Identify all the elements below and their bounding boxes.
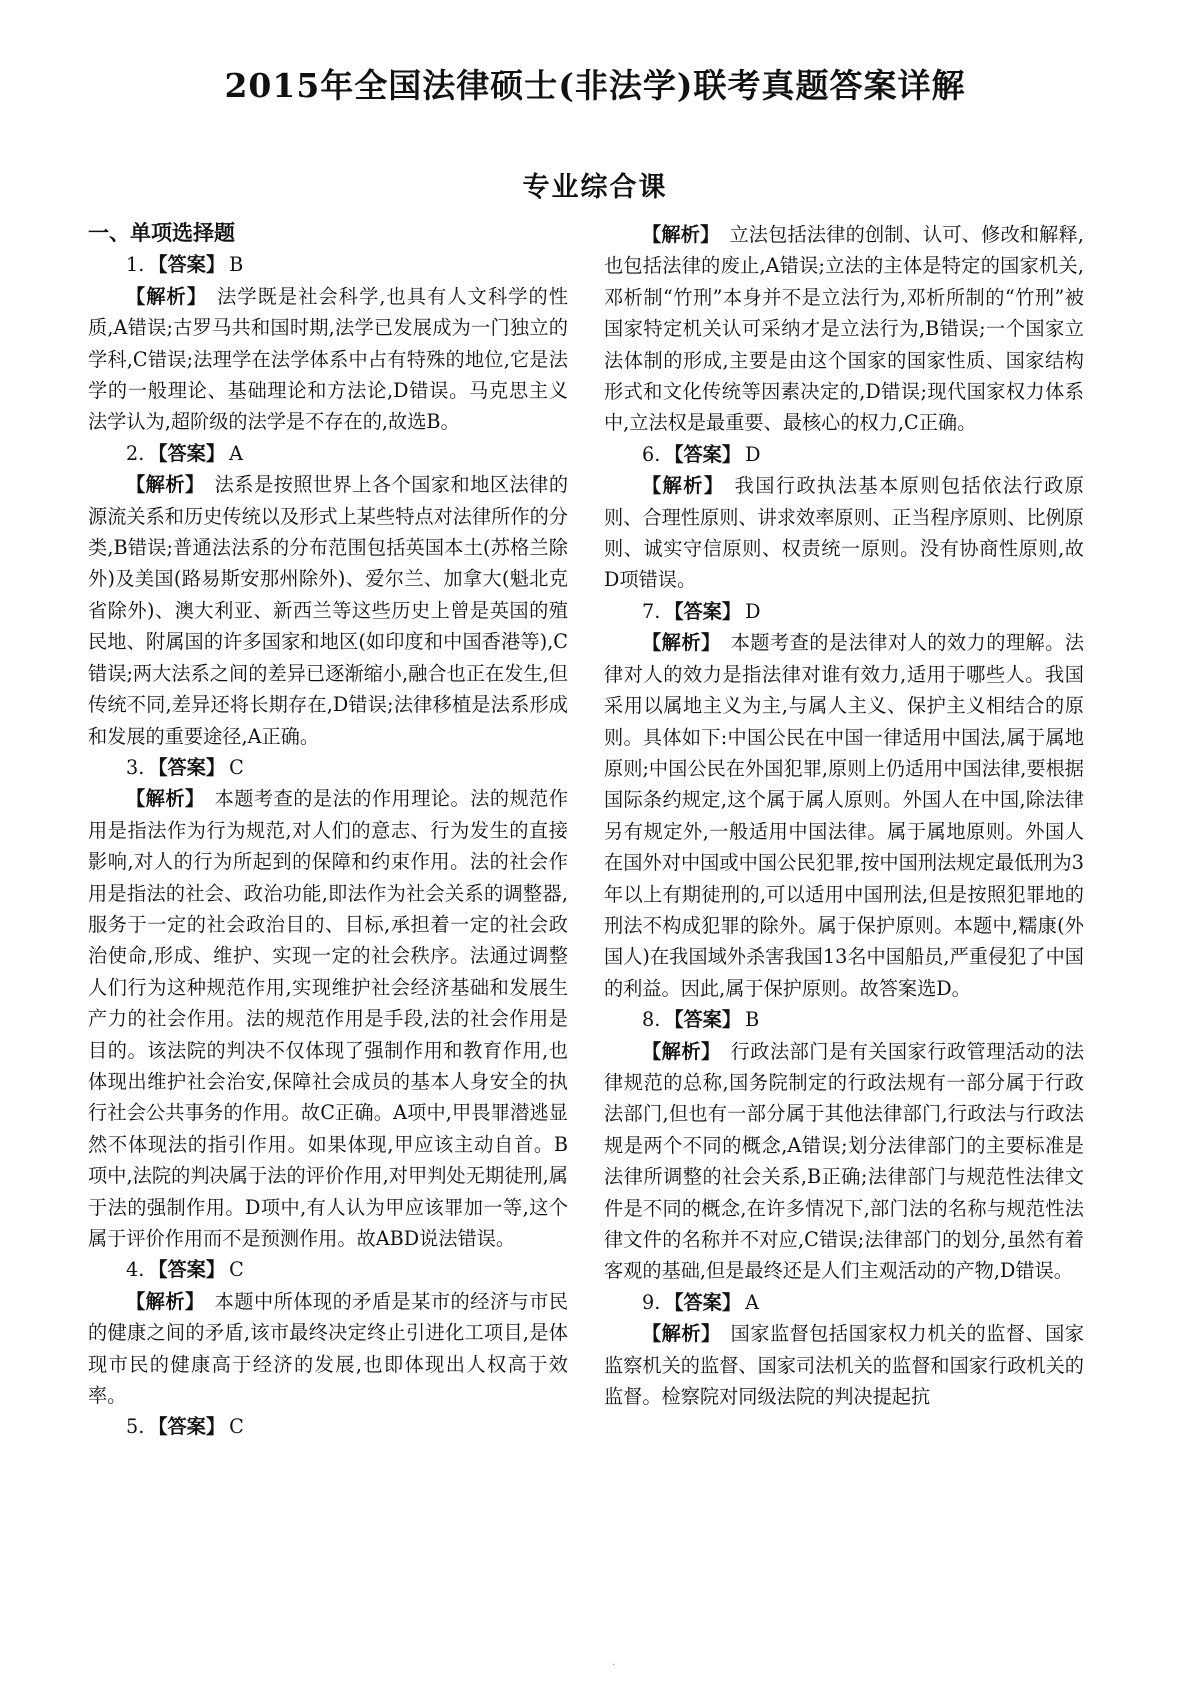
question-number: 6.	[642, 442, 661, 466]
answer-line-q3	[88, 752, 568, 783]
question-number: 3.	[126, 755, 145, 779]
answer-label: 【答案】	[148, 253, 226, 277]
question-number: 1.	[126, 253, 145, 277]
answer-value: A	[229, 441, 243, 465]
analysis-label: 【解析】	[126, 787, 205, 811]
right-column	[604, 219, 1084, 1412]
question-number: 2.	[126, 441, 145, 465]
document-title: 2015年全国法律硕士(非法学)联考真题答案详解	[224, 66, 966, 105]
answer-line-q9	[604, 1287, 1084, 1318]
question-number: 4.	[126, 1258, 145, 1282]
analysis-q1	[88, 281, 568, 438]
analysis-text: 国家监督包括国家权力机关的监督、国家监察机关的监督、国家司法机关的监督和国家行政机关的监督。检察院对同级法院的判决提起抗	[604, 1322, 1085, 1409]
answer-label: 【答案】	[148, 755, 226, 779]
analysis-label: 【解析】	[642, 474, 725, 498]
question-number: 9.	[642, 1290, 661, 1314]
answer-value: C	[229, 1415, 244, 1439]
answer-value: A	[745, 1290, 759, 1314]
answer-label: 【答案】	[664, 1290, 742, 1314]
answer-line-q5	[88, 1411, 568, 1442]
analysis-q3	[88, 783, 568, 1254]
analysis-label: 【解析】	[126, 1289, 205, 1313]
answer-label: 【答案】	[148, 1258, 226, 1282]
answer-value: D	[745, 599, 761, 623]
analysis-label: 【解析】	[642, 1322, 721, 1346]
analysis-text: 立法包括法律的创制、认可、修改和解释,也包括法律的废止,A错误;立法的主体是特定的国家机关,邓析制“竹刑”本身并不是立法行为,邓析所制的“竹刑”被国家特定机关认可采纳才是立法行为,B错误;一个国家立法体制的形成,主要是由这个国家的国家性质、国家结构形式和文化传统等因素决定的,D错误;现代国家权力体系中,立法权是最重要、最核心的权力,C正确。	[604, 223, 1084, 435]
analysis-text: 本题考查的是法律对人的效力的理解。法律对人的效力是指法律对谁有效力,适用于哪些人。我国采用以属地主义为主,与属人主义、保护主义相结合的原则。具体如下:中国公民在中国一律适用中国法,属于属地原则;中国公民在外国犯罪,原则上仍适用中国法律,要根据国际条约规定,这个属于属人原则。外国人在中国,除法律另有规定外,一般适用中国法律。属于属地原则。外国人在国外对中国或中国公民犯罪,按中国刑法规定最低刑为3年以上有期徒刑的,可以适用中国刑法,但是按照犯罪地的刑法不构成犯罪的除外。属于保护原则。本题中,糯康(外国人)在我国域外杀害我国13名中国船员,严重侵犯了中国的利益。因此,属于保护原则。故答案选D。	[604, 631, 1085, 1000]
page-mark: ·	[612, 1660, 616, 1671]
analysis-q7	[604, 627, 1084, 1004]
analysis-q5	[604, 219, 1084, 439]
question-number: 5.	[126, 1415, 145, 1439]
answer-label: 【答案】	[664, 442, 742, 466]
answer-line-q8	[604, 1004, 1084, 1035]
analysis-label: 【解析】	[642, 1039, 721, 1063]
analysis-text: 法学既是社会科学,也具有人文科学的性质,A错误;古罗马共和国时期,法学已发展成为一门独立的学科,C错误;法理学在法学体系中占有特殊的地位,它是法学的一般理论、基础理论和方法论,D错误。马克思主义法学认为,超阶级的法学是不存在的,故选B。	[88, 284, 568, 434]
answer-value: B	[229, 253, 244, 277]
answer-value: C	[229, 1258, 244, 1282]
analysis-text: 本题中所体现的矛盾是某市的经济与市民的健康之间的矛盾,该市最终决定终止引进化工项目,是体现市民的健康高于经济的发展,也即体现出人权高于效率。	[88, 1289, 569, 1408]
question-number: 8.	[642, 1008, 661, 1032]
answer-line-q7	[604, 596, 1084, 627]
analysis-label: 【解析】	[126, 284, 208, 308]
analysis-label: 【解析】	[642, 631, 721, 655]
answer-line-q4	[88, 1254, 568, 1285]
answer-value: C	[229, 755, 244, 779]
answer-label: 【答案】	[664, 1008, 742, 1032]
analysis-label: 【解析】	[126, 473, 205, 497]
analysis-q6	[604, 470, 1084, 596]
analysis-text: 我国行政执法基本原则包括依法行政原则、合理性原则、讲求效率原则、正当程序原则、比例原则、诚实守信原则、权责统一原则。没有协商性原则,故D项错误。	[604, 474, 1084, 592]
analysis-q9	[604, 1318, 1084, 1412]
answer-value: B	[745, 1008, 760, 1032]
answer-line-q6	[604, 439, 1084, 470]
analysis-q8	[604, 1036, 1084, 1287]
analysis-text: 法系是按照世界上各个国家和地区法律的源流关系和历史传统以及形式上某些特点对法律所作的分类,B错误;普通法法系的分布范围包括英国本土(苏格兰除外)及美国(路易斯安那州除外)、爱尔兰、加拿大(魁北克省除外)、澳大利亚、新西兰等这些历史上曾是英国的殖民地、附属国的许多国家和地区(如印度和中国香港等),C错误;两大法系之间的差异已逐渐缩小,融合也正在发生,但传统不同,差异还将长期存在,D错误;法律移植是法系形成和发展的重要途径,A正确。	[88, 473, 569, 748]
left-column	[88, 217, 568, 1443]
analysis-q4	[88, 1286, 568, 1412]
analysis-text: 行政法部门是有关国家行政管理活动的法律规范的总称,国务院制定的行政法规有一部分属于行政法部门,但也有一部分属于其他法律部门,行政法与行政法规是两个不同的概念,A错误;划分法律部门的主要标准是法律所调整的社会关系,B正确;法律部门与规范性法律文件是不同的概念,在许多情况下,部门法的名称与规范性法律文件的名称并不对应,C错误;法律部门的划分,虽然有着客观的基础,但是最终还是人们主观活动的产物,D错误。	[604, 1039, 1085, 1283]
answer-value: D	[745, 442, 761, 466]
question-number: 7.	[642, 599, 661, 623]
answer-label: 【答案】	[664, 599, 742, 623]
answer-line-q1	[88, 249, 568, 280]
answer-label: 【答案】	[148, 1415, 226, 1439]
analysis-q2	[88, 469, 568, 752]
answer-line-q2	[88, 438, 568, 469]
answer-label: 【答案】	[148, 441, 226, 465]
analysis-text: 本题考查的是法的作用理论。法的规范作用是指法作为行为规范,对人们的意志、行为发生的直接影响,对人的行为所起到的保障和约束作用。法的社会作用是指法的社会、政治功能,即法作为社会关系的调整器,服务于一定的社会政治目的、目标,承担着一定的社会政治使命,形成、维护、实现一定的社会秩序。法通过调整人们行为这种规范作用,实现维护社会经济基础和发展生产力的社会作用。法的规范作用是手段,法的社会作用是目的。该法院的判决不仅体现了强制作用和教育作用,也体现出维护社会治安,保障社会成员的基本人身安全的执行社会公共事务的作用。故C正确。A项中,甲畏罪潜逃显然不体现法的指引作用。如果体现,甲应该主动自首。B项中,法院的判决属于法的评价作用,对甲判处无期徒刑,属于法的强制作用。D项中,有人认为甲应该罪加一等,这个属于评价作用而不是预测作用。故ABD说法错误。	[88, 787, 569, 1250]
section-title: 专业综合课	[522, 172, 668, 203]
analysis-label: 【解析】	[642, 223, 720, 246]
part-heading: 一、单项选择题	[88, 220, 235, 245]
